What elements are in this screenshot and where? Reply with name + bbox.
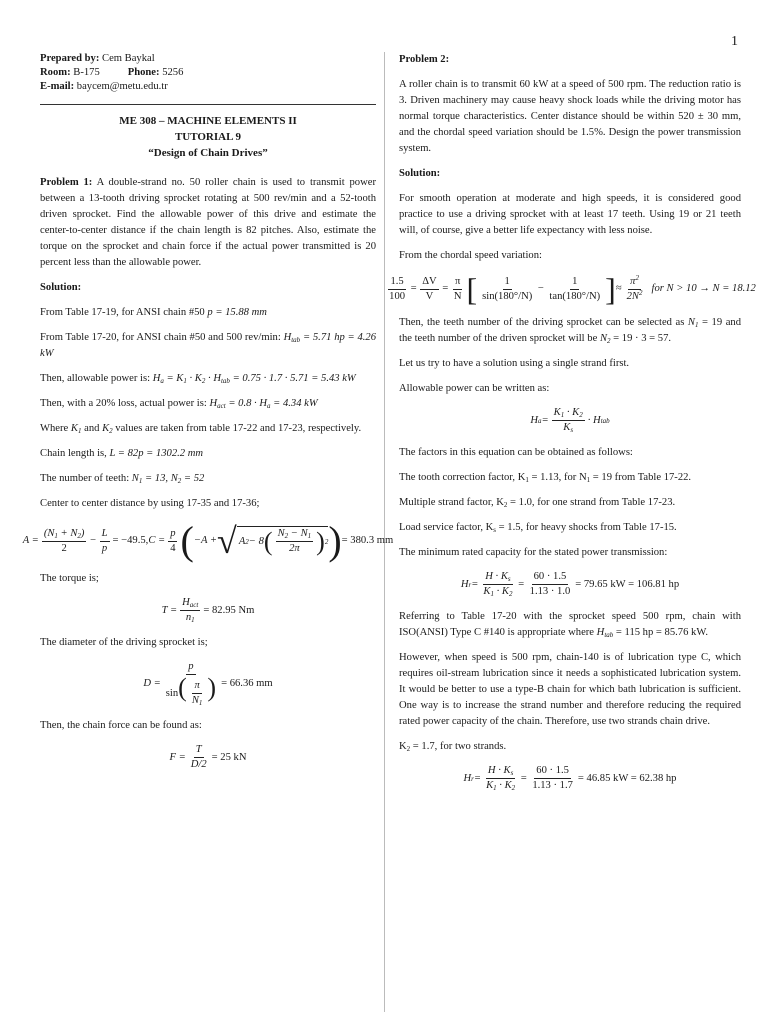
single-strand-text: Let us try to have a solution using a single strand first. xyxy=(399,358,630,369)
chain-reference: Referring to Table 17-20 with the sprocket speed 500 rpm, chain with ISO(ANSI) Type C #140 is appropriate where $H_{tab} = 115$ hp = 85.76 kW. xyxy=(399,611,741,639)
factors-text: The factors in this equation can be obtained as follows: xyxy=(399,447,633,458)
c-value: = 380.3 mm xyxy=(341,535,394,546)
teeth-selection-text2: = 19 and the teeth number of the driven sprocket will be xyxy=(399,317,742,344)
teeth-selection-text3: = 19 · 3 = 57. xyxy=(610,333,672,344)
header-rule xyxy=(40,104,376,105)
problem2-intro: For smooth operation at moderate and high speeds, it is considered good practice to use a driving sprocket with at least 17 teeth. Using 19 or 21 teeth will, of course, give a better life expectancy with less noise. xyxy=(399,193,741,236)
actual-text: Then, with a 20% loss, actual power is: xyxy=(40,398,210,409)
where-text2: and xyxy=(81,423,103,434)
teeth-eq1: = 13, xyxy=(142,473,171,484)
torque-value: = 82.95 Nm xyxy=(203,604,255,616)
prepared-by-value: Cem Baykal xyxy=(102,53,155,64)
where-text3: values are taken from table 17-22 and 17-23, respectively. xyxy=(112,423,362,434)
tutorial-number: TUTORIAL 9 xyxy=(174,131,242,143)
problem2-label: Problem 2: xyxy=(399,54,450,65)
left-column xyxy=(22,52,394,782)
k2-text: Multiple strand factor, K xyxy=(399,497,504,508)
k2-two-strand-line: $K_2 = 1.7$, for two strands. xyxy=(399,741,507,753)
teeth-selection: Then, the teeth number of the driving sprocket can be selected as $N_1 = 19$ and the teeth number of the driven sprocket will be $N_2 = 19 \cdot 3 = 57$. xyxy=(399,317,742,345)
chain-force-text: Then, the chain force can be found as: xyxy=(40,720,202,732)
pitch-eq: p = 15.88 mm xyxy=(207,307,267,318)
k1-text: The tooth correction factor, K xyxy=(399,472,526,483)
allowable-line: Then, allowable power is: $H_a = K_1 \cdot K_2 \cdot H_{tab} = 0.75 \cdot 1.7 \cdot 5.71 = 5.43$ kW xyxy=(40,373,356,385)
rated-capacity-equation-2: H r = $\frac{H \cdot K_s}{K_1 \cdot K_2}$ = $\frac{60 \cdot 1.5}{1.13 \cdot 1.7}$ = 46.85 kW = 62.38 hp xyxy=(463,765,677,792)
ks-text: Load service factor, K xyxy=(399,522,494,533)
chain-reference-text2: = 115 hp = 85.76 kW. xyxy=(613,627,709,638)
author-info xyxy=(40,52,376,94)
torque-text: The torque is; xyxy=(40,573,99,584)
actual-eq2: = 4.34 kW xyxy=(270,398,318,409)
k2b-text2: = 1.7, for two strands. xyxy=(410,741,507,752)
phone-value: 5256 xyxy=(162,67,184,78)
page-number: 1 xyxy=(731,34,738,49)
chain-force-value: = 25 kN xyxy=(211,751,247,763)
problem2-solution-label: Solution: xyxy=(399,168,441,179)
chordal-equation: $\frac{1.5}{100}$ = $\frac{\Delta V}{V}$ = $\frac{\pi}{N}$ [ $\frac{1}{\sin(180^\circ/N)}$ − $\frac{1}{\tan(180^\circ/N)}$ ] ≈ $\frac{\pi^2}{2N^2}$ for N > 10 → N = 18.12 xyxy=(389,271,756,307)
k1-text3: = 19 from Table 17-22. xyxy=(590,472,692,483)
min-capacity-text: The minimum rated capacity for the stated power transmission: xyxy=(399,547,668,558)
tutorial-topic: “Design of Chain Drives” xyxy=(148,147,268,159)
teeth-text: The number of teeth: xyxy=(40,473,132,484)
chordal-text: From the chordal speed variation: xyxy=(399,250,542,261)
length-eq: L = 82p = 1302.2 mm xyxy=(109,448,204,459)
diameter-equation: D = p sin( $\frac{\pi}{N_1}$ ) = 66.36 mm xyxy=(143,661,273,708)
document-title xyxy=(40,113,376,161)
chain-length-line xyxy=(40,446,376,462)
length-text: Chain length is, xyxy=(40,448,110,459)
phone-label: Phone: xyxy=(127,67,160,78)
diameter-value: = 66.36 mm xyxy=(221,678,273,690)
prepared-by-label: Prepared by: xyxy=(40,53,100,64)
where-text1: Where xyxy=(40,423,71,434)
problem1-solution-label: Solution: xyxy=(40,282,82,293)
htab-text: From Table 17-20, for ANSI chain #50 and 500 rev/min: xyxy=(40,332,284,343)
htab-eq: = 5.71 hp = 4.26 kW xyxy=(40,332,377,359)
chain-reference-text1: Referring to Table 17-20 with the sprocket speed 500 rpm, chain with ISO(ANSI) Type C #140 is appropriate where xyxy=(399,611,741,638)
problem1-text: A double-strand no. 50 roller chain is used to transmit power between a 13-tooth driving sprocket rotating at 500 rev/min and a 52-tooth driven sprocket. Find the allowable power of this drive and estimate the center-to-center distance if the chain length is 82 pitches. Also, estimate the torque on the sprocket and chain force if the actual power transmitted is 20 percent less than the allowable power. xyxy=(40,177,376,268)
allowable-text: Then, allowable power is: xyxy=(40,373,153,384)
ks-line: Load service factor, $K_s = 1.5$, for heavy shocks from Table 17-15. xyxy=(399,522,677,534)
k2-text2: = 1.0, for one strand from Table 17-23. xyxy=(507,497,676,508)
diameter-text: The diameter of the driving sprocket is; xyxy=(40,637,208,648)
hr2-result: = 46.85 kW = 62.38 hp xyxy=(577,772,677,784)
allowable-power-text: Allowable power can be written as: xyxy=(399,383,550,394)
k2b-text: K xyxy=(399,741,407,752)
room-label: Room: xyxy=(40,67,71,78)
email-label: E-mail: xyxy=(40,81,75,92)
actual-eq: = 0.8 · xyxy=(228,398,260,409)
a-value: = −49.5, xyxy=(112,535,149,546)
chordal-result: for N > 10 → N = 18.12 xyxy=(651,283,756,294)
course-title: ME 308 – MACHINE ELEMENTS II xyxy=(119,115,297,127)
k2-line: Multiple strand factor, $K_2 = 1.0$, for one strand from Table 17-23. xyxy=(399,497,676,509)
k1-line: The tooth correction factor, $K_1 = 1.13$, for $N_1 = 19$ from Table 17-22. xyxy=(399,472,692,484)
pitch-line xyxy=(40,305,376,321)
chain-force-equation: F = $\frac{T}{D/2}$ = 25 kN xyxy=(169,744,247,771)
teeth-eq2: = 52 xyxy=(181,473,205,484)
k1-text2: = 1.13, for N xyxy=(528,472,587,483)
ks-text2: = 1.5, for heavy shocks from Table 17-15. xyxy=(496,522,677,533)
lubrication-text: However, when speed is 500 rpm, chain-140 is of lubrication type C, which requires oil-stream lubrication since it needs a sophisticated lubrication system. It would be better to use a type-B chain for which bath lubrication is sufficient. One way is to increase the strand number and therefore reducing the required rated power capacity of the chain. Therefore, use two strands chain drive. xyxy=(399,652,741,727)
where-line: Where $K_1$ and $K_2$ values are taken from table 17-22 and 17-23, respectively. xyxy=(40,423,362,435)
center-distance-text: Center to center distance by using 17-35 and 17-36; xyxy=(40,498,260,509)
allowable-power-equation: H a = $\frac{K_1 \cdot K_2}{K_s}$ · H tab xyxy=(530,407,610,434)
right-column xyxy=(389,52,756,803)
rated-capacity-equation-1: H r = $\frac{H \cdot K_s}{K_1 \cdot K_2}$ = $\frac{60 \cdot 1.5}{1.13 \cdot 1.0}$ = 79.65 kW = 106.81 hp xyxy=(460,571,680,598)
hr1-result: = 79.65 kW = 106.81 hp xyxy=(575,578,680,590)
teeth-selection-text1: Then, the teeth number of the driving sprocket can be selected as xyxy=(399,317,688,328)
actual-line: Then, with a 20% loss, actual power is: $H_{act} = 0.8 \cdot H_a = 4.34$ kW xyxy=(40,398,318,410)
htab-line: From Table 17-20, for ANSI chain #50 and 500 rev/min: $H_{tab} = 5.71$ hp = 4.26 kW xyxy=(40,332,377,359)
problem1-statement xyxy=(40,175,376,271)
problem1-label: Problem 1: xyxy=(40,177,93,188)
allowable-eq: = 0.75 · 1.7 · 5.71 = 5.43 kW xyxy=(232,373,356,384)
center-distance-equation: A = $\frac{(N_1 + N_2)}{2}$ − $\frac{L}{p}$ = −49.5, C = $\frac{p}{4}$ ( −A + √ A 2 − 8 ( $\frac{N_2 - N_1}{2\pi}$ ) 2 ) = 380.3 mm xyxy=(22,518,394,563)
room-value: B-175 xyxy=(73,67,100,78)
teeth-line: The number of teeth: $N_1 = 13$, $N_2 = 52$ xyxy=(40,473,205,485)
pitch-text: From Table 17-19, for ANSI chain #50 xyxy=(40,307,208,318)
problem2-text: A roller chain is to transmit 60 kW at a speed of 500 rpm. The reduction ratio is 3. Driven machinery may cause heavy shock loads while the driving motor has normal torque characteristics. Center distance should be within 520 ± 30 mm, and the chordal speed variation should be 1.5%. Design the power transmission system. xyxy=(399,79,741,154)
torque-equation: T = $\frac{H_{act}}{n_1}$ = 82.95 Nm xyxy=(161,597,255,624)
email-value: baycem@metu.edu.tr xyxy=(76,81,168,92)
